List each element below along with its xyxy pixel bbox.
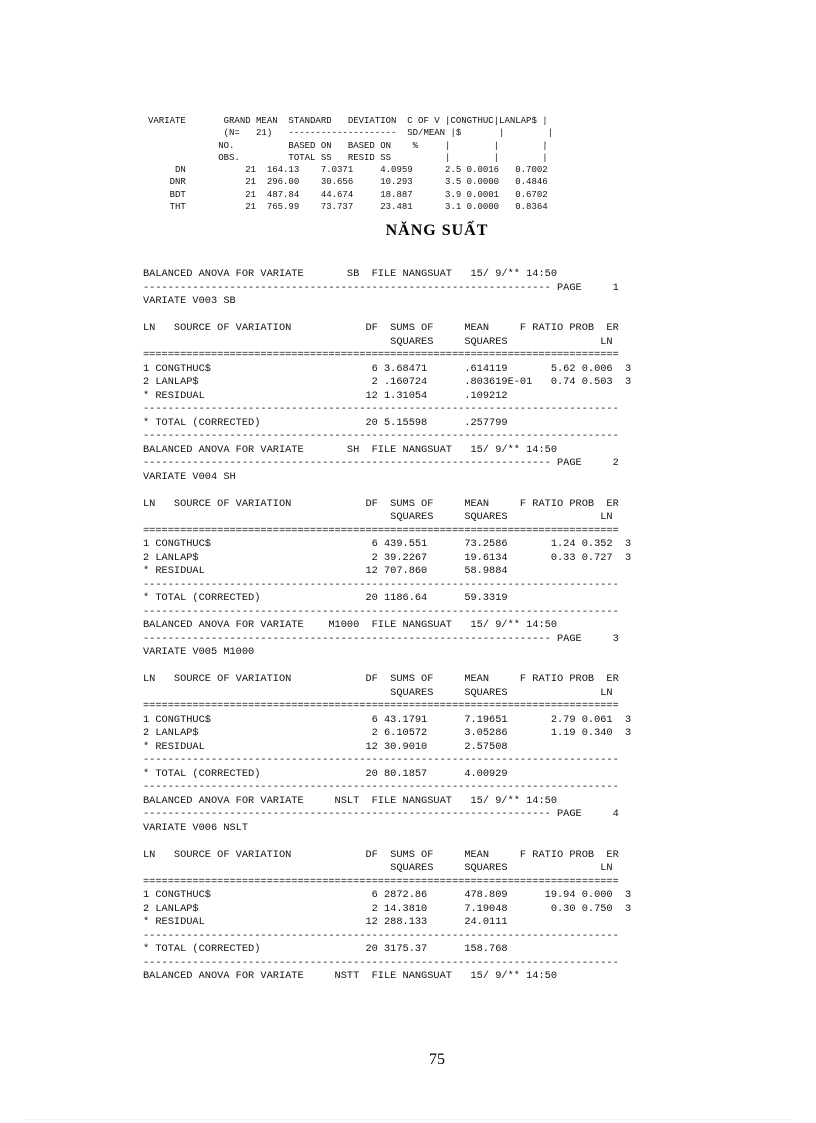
page-number: 75 — [429, 1051, 445, 1068]
anova-listing: BALANCED ANOVA FOR VARIATE SB FILE NANGSUAT 15/ 9/** 14:50 ------------------------------------------------------------------ PAGE 1 VARIATE V003 SB LN SOURCE OF VARIATION DF SUMS OF MEAN F RATIO PROB ER SQUARES SQUARES LN ============================================================================= 1 CONGTHUC$ 6 3.68471 .614119 5.62 0.006 3 2 LANLAP$ 2 .160724 .803619E-01 0.74 0.503 3 * RESIDUAL 12 1.31054 .109212 ----------------------------------------------------------------------------- * TOTAL (CORRECTED) 20 5.15598 .257799 ----------------------------------------------------------------------------- BALANCED ANOVA FOR VARIATE SH FILE NANGSUAT 15/ 9/** 14:50 ------------------------------------------------------------------ PAGE 2 VARIATE V004 SH LN SOURCE OF VARIATION DF SUMS OF MEAN F RATIO PROB ER SQUARES SQUARES LN ============================================================================= 1 CONGTHUC$ 6 439.551 73.2586 1.24 0.352 3 2 LANLAP$ 2 39.2267 19.6134 0.33 0.727 3 * RESIDUAL 12 707.860 58.9884 ----------------------------------------------------------------------------- * TOTAL (CORRECTED) 20 1186.64 59.3319 ----------------------------------------------------------------------------- BALANCED ANOVA FOR VARIATE M1000 FILE NANGSUAT 15/ 9/** 14:50 ------------------------------------------------------------------ PAGE 3 VARIATE V005 M1000 LN SOURCE OF VARIATION DF SUMS OF MEAN F RATIO PROB ER SQUARES SQUARES LN ============================================================================= 1 CONGTHUC$ 6 43.1791 7.19651 2.79 0.061 3 2 LANLAP$ 2 6.10572 3.05286 1.19 0.340 3 * RESIDUAL 12 30.9010 2.57508 ----------------------------------------------------------------------------- * TOTAL (CORRECTED) 20 80.1857 4.00929 ----------------------------------------------------------------------------- BALANCED ANOVA FOR VARIATE NSLT FILE NANGSUAT 15/ 9/** 14:50 ------------------------------------------------------------------ PAGE 4 VARIATE V006 NSLT LN SOURCE OF VARIATION DF SUMS OF MEAN F RATIO PROB ER SQUARES SQUARES LN ============================================================================= 1 CONGTHUC$ 6 2872.86 478.809 19.94 0.000 3 2 LANLAP$ 2 14.3810 7.19048 0.30 0.750 3 * RESIDUAL 12 288.133 24.0111 ----------------------------------------------------------------------------- * TOTAL (CORRECTED) 20 3175.37 158.768 ----------------------------------------------------------------------------- BALANCED ANOVA FOR VARIATE NSTT FILE NANGSUAT 15/ 9/** 14:50 — [143, 268, 632, 982]
section-title: NĂNG SUẤT — [385, 222, 489, 239]
variate-summary-table: VARIATE GRAND MEAN STANDARD DEVIATION C OF V |CONGTHUC|LANLAP$ | (N= 21) -------------------- SD/MEAN |$ | | NO. BASED ON BASED ON % | | | OBS. TOTAL SS RESID SS | | | DN 21 164.13 7.0371 4.0959 2.5 0.0016 0.7002 DNR 21 296.00 30.656 10.293 3.5 0.0000 0.4846 BDT 21 487.84 44.674 18.887 3.9 0.0001 0.6702 THT 21 765.99 73.737 23.481 3.1 0.0000 0.8364 — [148, 116, 554, 213]
page-bottom-divider — [25, 1119, 791, 1120]
